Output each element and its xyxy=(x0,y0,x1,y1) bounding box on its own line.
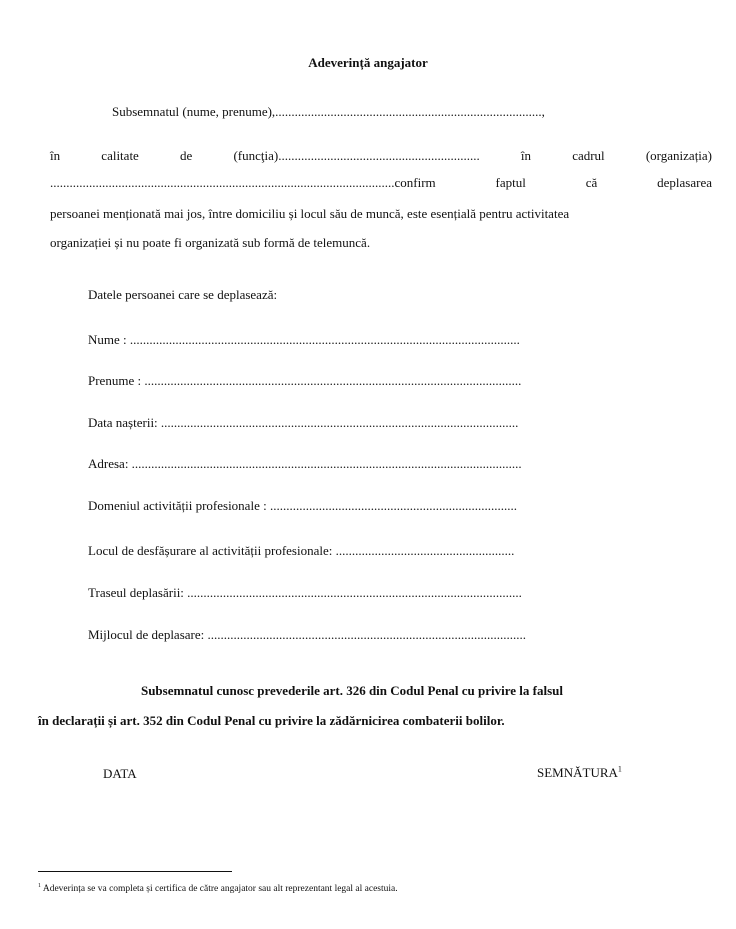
address-field: Adresa: ........................................................................................................................ xyxy=(88,456,522,471)
footnote-text: Adeverința se va completa și certifica de către angajator sau alt reprezentant legal al acestuia. xyxy=(42,884,398,894)
route-field: Traseul deplasării: ....................................................................................................... xyxy=(88,585,522,600)
line2-word: de xyxy=(180,148,193,163)
line2-word: (organizația) xyxy=(645,148,713,163)
body-text-line: organizației și nu poate fi organizată sub formă de telemuncă. xyxy=(50,235,371,250)
document-title: Adeverință angajator xyxy=(308,55,428,70)
function-blank: (funcţia).............................................................. xyxy=(233,148,480,163)
birth-date-field: Data nașterii: .............................................................................................................. xyxy=(88,415,519,430)
footnote-reference: 1 xyxy=(617,764,622,774)
employer-position-line xyxy=(50,148,712,164)
signature-label xyxy=(537,765,622,781)
declaration-line xyxy=(0,683,736,699)
organization-blank: ..........................................................................................................confirm xyxy=(50,175,436,190)
line3-word: că xyxy=(585,175,598,190)
name-field: Nume : ........................................................................................................................ xyxy=(88,332,520,347)
line3-word: deplasarea xyxy=(657,175,713,190)
line2-word: calitate xyxy=(101,148,139,163)
professional-domain-field: Domeniul activității profesionale : ............................................................................ xyxy=(88,498,517,513)
person-data-heading: Datele persoanei care se deplasează: xyxy=(88,287,278,302)
body-text-line: persoanei menționată mai jos, între domiciliu și locul său de muncă, este esențială pentru activitatea xyxy=(50,206,570,221)
line2-word: cadrul xyxy=(572,148,605,163)
footnote-divider xyxy=(38,871,232,872)
footnote xyxy=(38,884,398,894)
surname-field: Prenume : .................................................................................................................... xyxy=(88,373,522,388)
declaration-text: Subsemnatul cunosc prevederile art. 326 din Codul Penal cu privire la falsul xyxy=(140,683,564,698)
footnote-mark: 1 xyxy=(38,882,41,889)
line2-word: în xyxy=(50,148,61,163)
line3-word: faptul xyxy=(495,175,526,190)
signature-text: SEMNĂTURA xyxy=(537,765,618,780)
line2-word: în xyxy=(520,148,532,163)
work-location-field: Locul de desfășurare al activității profesionale: ....................................................... xyxy=(88,543,515,558)
date-label: DATA xyxy=(103,766,137,781)
declaration-line: în declarații și art. 352 din Codul Penal cu privire la zădărnicirea combaterii bolilor. xyxy=(38,713,505,728)
intro-line: Subsemnatul (nume, prenume),.................................................................................., xyxy=(112,104,545,119)
transport-field: Mijlocul de deplasare: .................................................................................................. xyxy=(88,627,526,642)
organization-line xyxy=(50,175,712,191)
